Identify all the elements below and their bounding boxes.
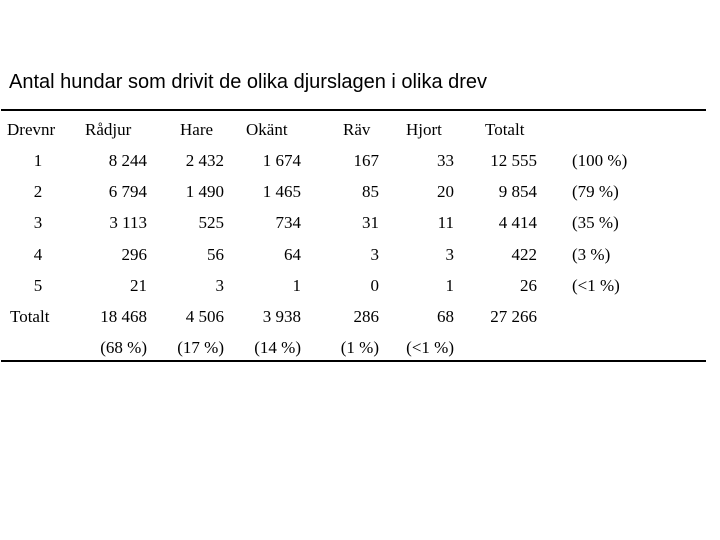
totals-radjur: 18 468 xyxy=(100,307,147,326)
totals-hjort: 68 xyxy=(437,307,454,326)
header-drevnr: Drevnr xyxy=(7,120,56,139)
table-cell-hare: 56 xyxy=(207,245,224,264)
table-cell-rav: 85 xyxy=(362,182,379,201)
share-hjort: (<1 %) xyxy=(406,338,454,357)
table-row-drevnr: 1 xyxy=(33,151,43,170)
header-hare: Hare xyxy=(180,120,214,139)
table-cell-hare: 1 490 xyxy=(185,182,224,201)
table-cell-hare: 525 xyxy=(198,213,224,232)
table-cell-rav: 167 xyxy=(353,151,379,170)
table-cell-rav: 3 xyxy=(370,245,379,264)
table-cell-okant: 734 xyxy=(275,213,301,232)
table-row-drevnr: 3 xyxy=(33,213,43,232)
table-cell-radjur: 6 794 xyxy=(108,182,147,201)
table-row-drevnr: 5 xyxy=(33,276,43,295)
table-cell-hjort: 3 xyxy=(445,245,454,264)
table-cell-radjur: 8 244 xyxy=(108,151,147,170)
totals-rav: 286 xyxy=(353,307,379,326)
table-cell-hare: 3 xyxy=(215,276,224,295)
totals-totalt: 27 266 xyxy=(490,307,537,326)
table-cell-andel: (3 %) xyxy=(572,245,611,264)
table-cell-hjort: 11 xyxy=(437,213,454,232)
table-cell-hare: 2 432 xyxy=(185,151,224,170)
header-okant: Okänt xyxy=(246,120,288,139)
table-cell-okant: 1 xyxy=(292,276,301,295)
table-cell-rav: 31 xyxy=(362,213,379,232)
table-cell-totalt: 12 555 xyxy=(490,151,537,170)
table-cell-hjort: 20 xyxy=(437,182,454,201)
share-rav: (1 %) xyxy=(340,338,379,357)
header-rav: Räv xyxy=(343,120,371,139)
totals-okant: 3 938 xyxy=(262,307,301,326)
table-row-drevnr: 4 xyxy=(33,245,43,264)
table-cell-rav: 0 xyxy=(370,276,379,295)
share-hare: (17 %) xyxy=(177,338,224,357)
table-cell-totalt: 422 xyxy=(511,245,537,264)
table-cell-totalt: 9 854 xyxy=(498,182,537,201)
table-cell-andel: (35 %) xyxy=(572,213,619,232)
table-cell-andel: (<1 %) xyxy=(572,276,620,295)
table-cell-andel: (79 %) xyxy=(572,182,619,201)
bottom-rule xyxy=(1,360,706,362)
totals-hare: 4 506 xyxy=(185,307,224,326)
table-cell-okant: 1 674 xyxy=(262,151,301,170)
table-cell-okant: 64 xyxy=(284,245,301,264)
table-cell-andel: (100 %) xyxy=(572,151,628,170)
table-row-drevnr: 2 xyxy=(33,182,43,201)
share-okant: (14 %) xyxy=(254,338,301,357)
header-hjort: Hjort xyxy=(406,120,442,139)
totals-label: Totalt xyxy=(10,307,50,326)
table-cell-radjur: 21 xyxy=(130,276,147,295)
table-cell-radjur: 3 113 xyxy=(109,213,147,232)
header-totalt: Totalt xyxy=(485,120,525,139)
top-rule xyxy=(1,109,706,111)
table-cell-totalt: 26 xyxy=(520,276,537,295)
share-radjur: (68 %) xyxy=(100,338,147,357)
header-radjur: Rådjur xyxy=(85,120,132,139)
table-cell-okant: 1 465 xyxy=(262,182,301,201)
table-cell-radjur: 296 xyxy=(121,245,147,264)
table-cell-hjort: 33 xyxy=(437,151,454,170)
table-title: Antal hundar som drivit de olika djurslagen i olika drev xyxy=(9,71,488,93)
table-cell-totalt: 4 414 xyxy=(498,213,537,232)
table-cell-hjort: 1 xyxy=(445,276,454,295)
